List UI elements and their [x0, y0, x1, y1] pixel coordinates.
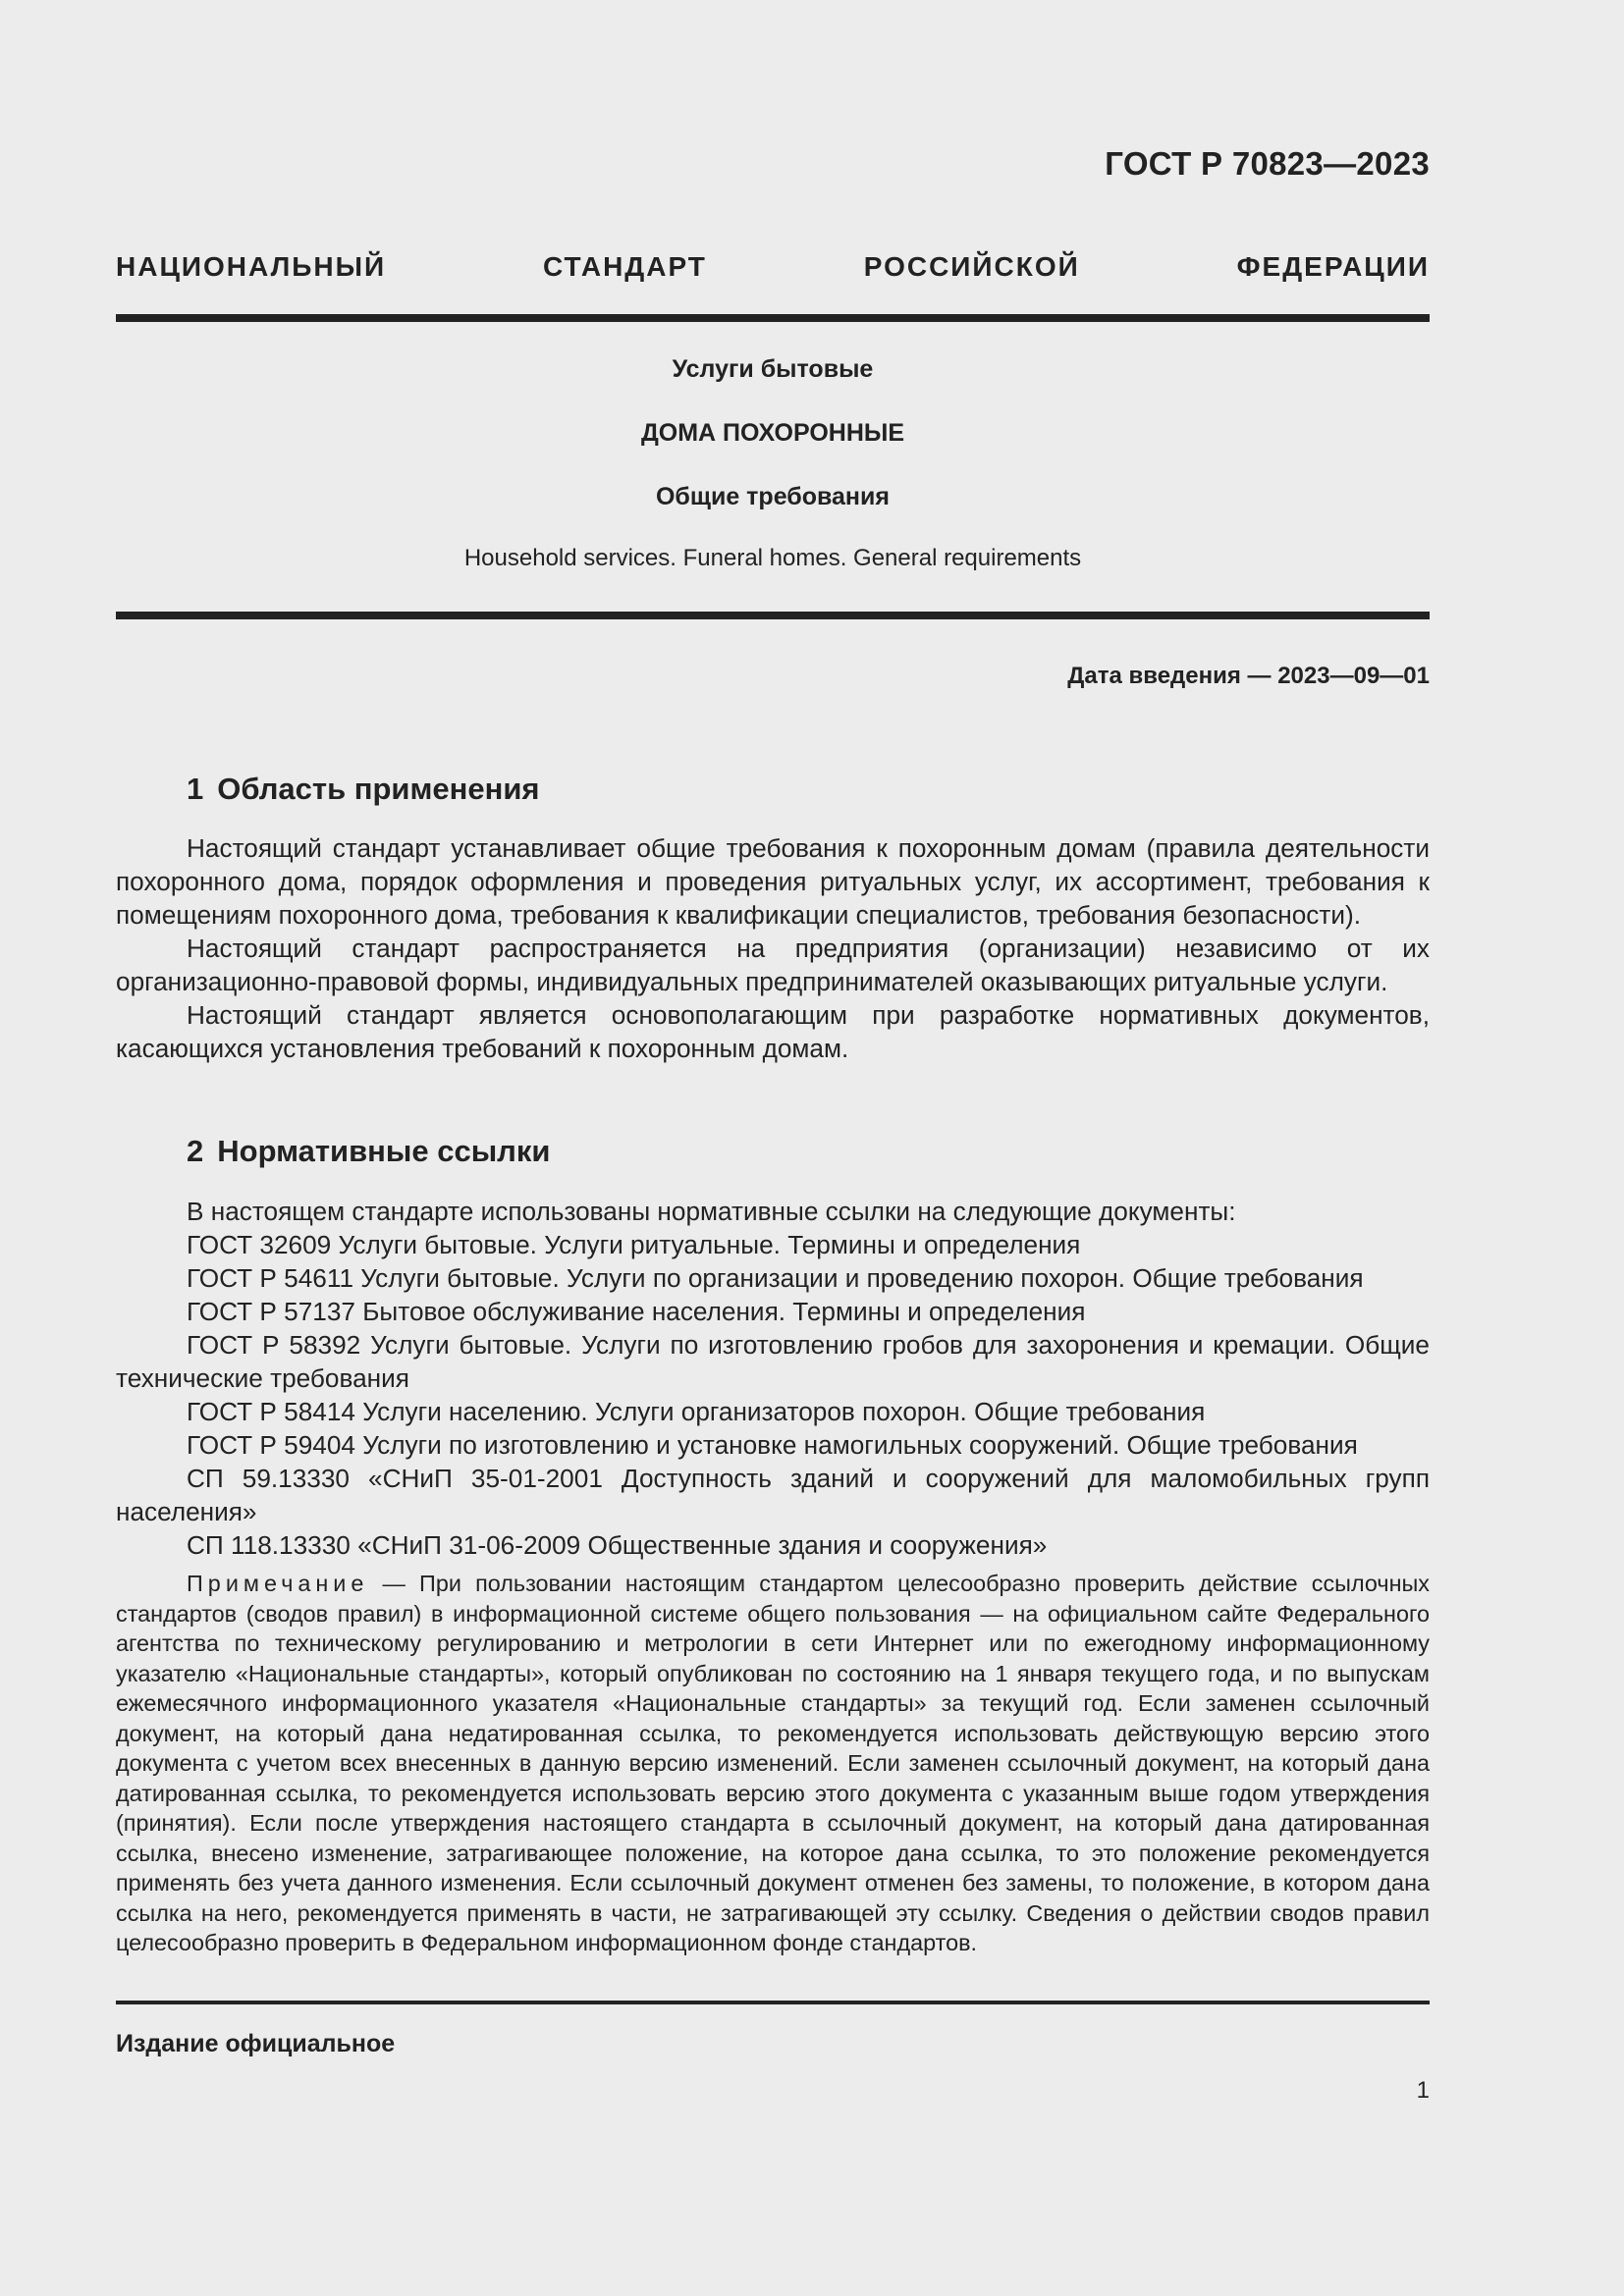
reference-item: ГОСТ Р 58392 Услуги бытовые. Услуги по изготовлению гробов для захоронения и кремации. Общие технические требования: [116, 1330, 1430, 1393]
standard-number: ГОСТ Р 70823—2023: [1105, 145, 1430, 182]
note: [116, 1569, 1430, 1958]
official-edition-label: Издание официальное: [116, 2030, 396, 2057]
section-2-heading: [187, 1134, 550, 1169]
reference-item: ГОСТ Р 58414 Услуги населению. Услуги организаторов похорон. Общие требования: [187, 1397, 1206, 1426]
references-intro: В настоящем стандарте использованы нормативные ссылки на следующие документы:: [187, 1197, 1236, 1226]
title-subtitle: Общие требования: [655, 483, 890, 510]
section-1-title: Область применения: [217, 772, 540, 806]
note-label: Примечание: [187, 1571, 369, 1596]
section-1-body: [116, 831, 1430, 1065]
section-1-number: 1: [187, 772, 204, 806]
section-2-number: 2: [187, 1134, 204, 1168]
footer-rule: [116, 2001, 1430, 2004]
paragraph: Настоящий стандарт распространяется на предприятия (организации) независимо от их организационно-правовой формы, индивидуальных предпринимателей оказывающих ритуальные услуги.: [116, 934, 1430, 996]
reference-item: ГОСТ 32609 Услуги бытовые. Услуги ритуальные. Термины и определения: [187, 1230, 1081, 1259]
reference-item: ГОСТ Р 54611 Услуги бытовые. Услуги по организации и проведению похорон. Общие требования: [187, 1263, 1364, 1293]
introduction-date: Дата введения — 2023—09—01: [1067, 663, 1430, 689]
reference-item: ГОСТ Р 59404 Услуги по изготовлению и установке намогильных сооружений. Общие требования: [187, 1430, 1358, 1460]
title-main: ДОМА ПОХОРОННЫЕ: [640, 419, 905, 447]
paragraph: Настоящий стандарт является основополагающим при разработке нормативных документов, касающихся установления требований к похоронным домам.: [116, 1000, 1430, 1063]
reference-item: ГОСТ Р 57137 Бытовое обслуживание населения. Термины и определения: [187, 1297, 1086, 1326]
title-category: Услуги бытовые: [672, 355, 874, 383]
title-rule: [116, 612, 1430, 619]
section-2-title: Нормативные ссылки: [217, 1134, 551, 1168]
note-text: — При пользовании настоящим стандартом целесообразно проверить действие ссылочных стандартов (сводов правил) в информационной системе общего пользования — на официальном сайте Федерального агентства по техническому регулированию и метрологии в сети Интернет или по ежегодному информационному указателю «Национальные стандарты», который опубликован по состоянию на 1 января текущего года, и по выпускам ежемесячного информационного указателя «Национальные стандарты» за текущий год. Если заменен ссылочный документ, на который дана недатированная ссылка, то рекомендуется использовать действующую версию этого документа с учетом всех внесенных в данную версию изменений. Если заменен ссылочный документ, на который дана датированная ссылка, то рекомендуется использовать версию этого документа с указанным выше годом утверждения (принятия). Если после утверждения настоящего стандарта в ссылочный документ, на который дана датированная ссылка, внесено изменение, затрагивающее положение, на которое дана ссылка, то это положение рекомендуется применять без учета данного изменения. Если ссылочный документ отменен без замены, то положение, в котором дана ссылка на него, рекомендуется применять в части, не затрагивающей эту ссылку. Сведения о действии сводов правил целесообразно проверить в Федеральном информационном фонде стандартов.: [116, 1571, 1430, 1955]
section-2-body: [116, 1195, 1430, 1562]
national-standard-heading: НАЦИОНАЛЬНЫЙ СТАНДАРТ РОССИЙСКОЙ ФЕДЕРАЦИИ: [116, 251, 1430, 282]
reference-item: СП 59.13330 «СНиП 35-01-2001 Доступность зданий и сооружений для маломобильных групп населения»: [116, 1464, 1430, 1526]
reference-item: СП 118.13330 «СНиП 31-06-2009 Общественные здания и сооружения»: [187, 1530, 1048, 1560]
page-number: 1: [1416, 2077, 1430, 2104]
title-english: Household services. Funeral homes. General requirements: [463, 545, 1082, 571]
top-rule: [116, 314, 1430, 322]
section-1-heading: [187, 772, 540, 807]
paragraph: Настоящий стандарт устанавливает общие требования к похоронным домам (правила деятельности похоронного дома, порядок оформления и проведения ритуальных услуг, их ассортимент, требования к помещениям похоронного дома, требования к квалификации специалистов, требования безопасности).: [116, 833, 1430, 930]
